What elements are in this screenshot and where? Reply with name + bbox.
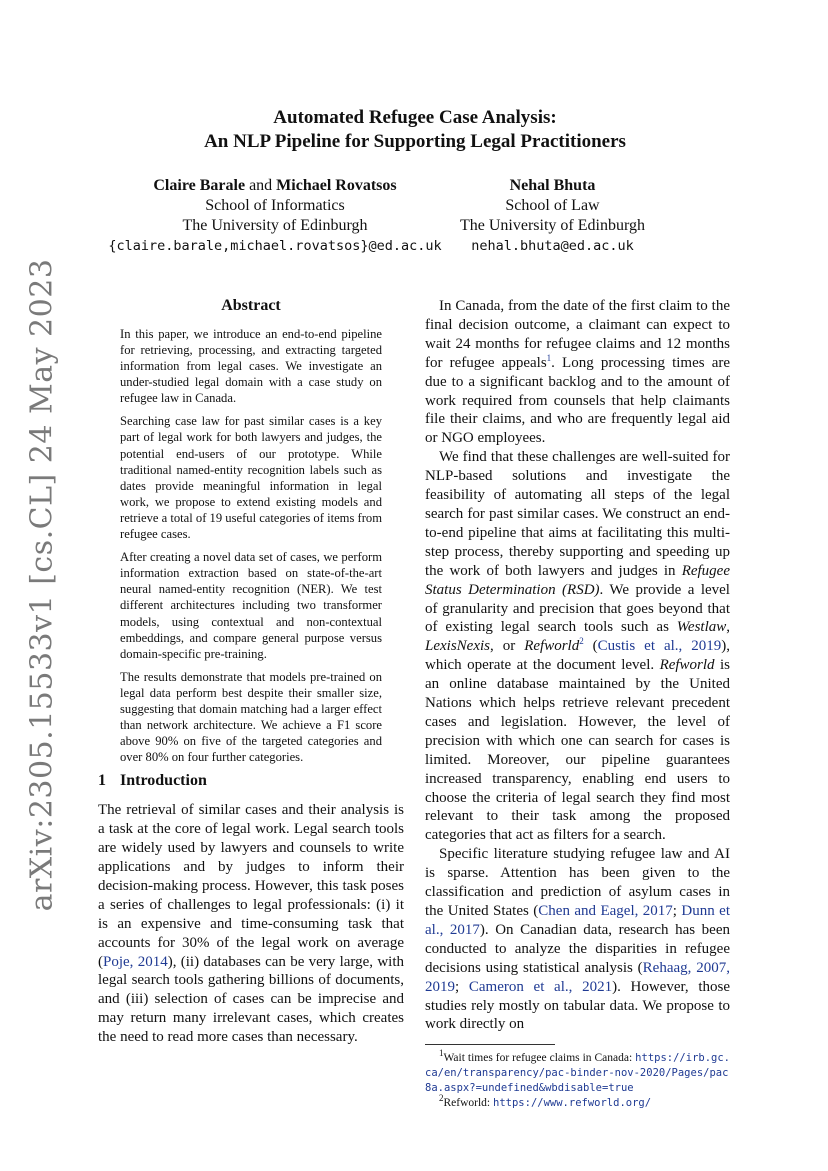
- text-run: is an online database maintained by the United Nations which helps retrieve relevant precedent cases and legislation. However, the level of precision with which one can search for cases is limited. Moreover, our pipeline guarantees increased transparency, enabling end users to choose the criteria of legal search they find most relevant to their task among the proposed categories that act as filters for a search.: [425, 657, 730, 844]
- section-heading-introduction: [98, 772, 404, 791]
- footnote-1: [425, 1048, 730, 1096]
- text-run: ;: [672, 903, 682, 919]
- body-paragraph: [425, 845, 730, 1034]
- text-run: ,: [726, 619, 730, 636]
- citation-link[interactable]: Rehaag, 2007, 2019: [425, 959, 730, 995]
- footnote-marker[interactable]: 1: [546, 352, 552, 363]
- footnote-number: 2: [439, 1093, 444, 1104]
- text-run: The retrieval of similar cases and their analysis is a task at the core of legal work. Legal search tools are widely used by lawyers and counsels to write applications and by judges to inform their decision-making process. However, this task poses a series of challenges to legal professionals: (i) it is an expensive and time-consuming task that accounts for 30% of the legal work on average (: [98, 802, 404, 970]
- right-column: [425, 297, 730, 1111]
- abstract-paragraph: Searching case law for past similar cases is a key part of legal work for both lawyers and judges, the potential end-users of our prototype. While traditional named-entity recognition labels such as dates provide meaningful information in legal work, we propose to extend existing models and retrieve a total of 19 useful categories of items from refugee cases.: [120, 414, 382, 542]
- section-number: 1: [98, 772, 106, 790]
- footnote-2: [425, 1093, 730, 1111]
- citation-link[interactable]: Custis et al., 2019: [597, 638, 722, 655]
- author-email[interactable]: {claire.barale,michael.rovatsos}@ed.ac.uk: [108, 238, 442, 254]
- author-block-right: [450, 176, 655, 256]
- author-name: Claire Barale: [153, 177, 246, 194]
- italic-term: Westlaw: [676, 619, 727, 636]
- author-department: School of Law: [505, 197, 600, 214]
- citation-link[interactable]: Poje, 2014: [103, 953, 168, 970]
- footnote-marker[interactable]: 2: [579, 636, 584, 647]
- text-run: Specific literature studying refugee law and AI is sparse. Attention has been given to the classification and prediction of asylum cases in the United States (: [425, 846, 730, 919]
- abstract-paragraph: After creating a novel data set of cases, we perform information extraction based on state-of-the-art neural named-entity recognition (NER). We test different architectures including two transformer models, using contextual and non-contextual embeddings, and compare general purpose versus domain-specific pre-training.: [120, 550, 382, 661]
- author-names: [100, 176, 450, 196]
- abstract-paragraph: In this paper, we introduce an end-to-end pipeline for retrieving, processing, and extracting targeted information from legal cases. We investigate an under-studied legal domain with a case study on refugee law in Canada.: [120, 326, 382, 406]
- abstract-heading: Abstract: [221, 297, 281, 314]
- body-paragraph: [98, 801, 404, 1047]
- text-run: ). However, those studies rely mostly on tabular data. We propose to work directly on: [425, 978, 730, 1033]
- title-line-1: Automated Refugee Case Analysis:: [273, 107, 557, 128]
- text-run: . We provide a level of granularity and precision that goes beyond that of existing legal search tools such as: [425, 581, 730, 636]
- body-paragraph: [425, 448, 730, 845]
- footnote-url-link[interactable]: https://irb.gc.ca/en/transparency/pac-binder-nov-2020/Pages/pac8a.aspx?=undefined&wbdisable=true: [425, 1052, 730, 1095]
- footnote-url-link[interactable]: https://www.refworld.org/: [493, 1097, 652, 1110]
- author-block-left: [100, 176, 450, 256]
- italic-term: Refworld: [524, 638, 580, 655]
- text-run: ), which operate at the document level.: [425, 638, 731, 674]
- arxiv-identifier: arXiv:2305.15533v1 [cs.CL] 24 May 2023: [24, 258, 60, 912]
- italic-term: LexisNexis: [425, 638, 490, 655]
- text-run: (: [583, 638, 598, 655]
- footnote-text: Wait times for refugee claims in Canada:: [443, 1052, 636, 1065]
- text-run: ). On Canadian data, research has been conducted to analyze the disparities in refugee decisions using statistical analysis (: [425, 921, 730, 976]
- italic-term: Refworld: [659, 657, 715, 674]
- italic-term: Refugee Status Determination (RSD): [425, 562, 730, 598]
- author-department: School of Informatics: [205, 197, 345, 214]
- text-run: ;: [455, 978, 469, 995]
- body-paragraph: [425, 297, 730, 448]
- title-line-2: An NLP Pipeline for Supporting Legal Practitioners: [204, 131, 626, 152]
- text-run: , or: [490, 638, 525, 655]
- author-university: The University of Edinburgh: [182, 217, 368, 234]
- paper-title: [100, 106, 730, 154]
- abstract-body: [98, 326, 404, 765]
- citation-link[interactable]: Cameron et al., 2021: [468, 978, 613, 995]
- text-run: . Long processing times are due to a significant backlog and to the amount of work required from counsels that help claimants file their claims, and who are frequently legal aid or NGO employees.: [425, 354, 731, 447]
- text-run: We find that these challenges are well-suited for NLP-based solutions and investigate the feasibility of automating all steps of the legal search for past similar cases. We construct an end-to-end pipeline that aims at facilitating this multi-step process, thereby supporting and speeding up the work of both lawyers and judges in: [425, 449, 730, 579]
- footnote-number: 1: [439, 1048, 444, 1059]
- author-conjunction: and: [249, 177, 273, 194]
- text-run: In Canada, from the date of the first claim to the final decision outcome, a claimant can expect to wait 24 months for refugee claims and 12 months for refugee appeals: [425, 298, 730, 371]
- author-email[interactable]: nehal.bhuta@ed.ac.uk: [471, 238, 634, 254]
- author-university: The University of Edinburgh: [459, 217, 645, 234]
- citation-link[interactable]: Chen and Eagel, 2017: [538, 903, 673, 919]
- citation-link[interactable]: Dunn et al., 2017: [425, 903, 730, 938]
- left-column: [98, 297, 404, 1047]
- text-run: ), (ii) databases can be very large, with legal search tools gathering billions of documents, and (iii) selection of cases can be imprecise and may return many irrelevant cases, which creates the need to read more cases than necessary.: [98, 953, 404, 1046]
- author-name: Nehal Bhuta: [509, 177, 596, 194]
- author-name: Michael Rovatsos: [276, 177, 397, 194]
- footnote-divider: [425, 1044, 555, 1045]
- footnote-text: Refworld:: [443, 1097, 494, 1110]
- abstract-paragraph: The results demonstrate that models pre-trained on legal data perform best despite their smaller size, suggesting that domain matching had a larger effect than network architecture. We achieve a F1 score above 90% on five of the targeted categories and over 80% on four further categories.: [120, 669, 382, 765]
- section-title: Introduction: [120, 772, 207, 790]
